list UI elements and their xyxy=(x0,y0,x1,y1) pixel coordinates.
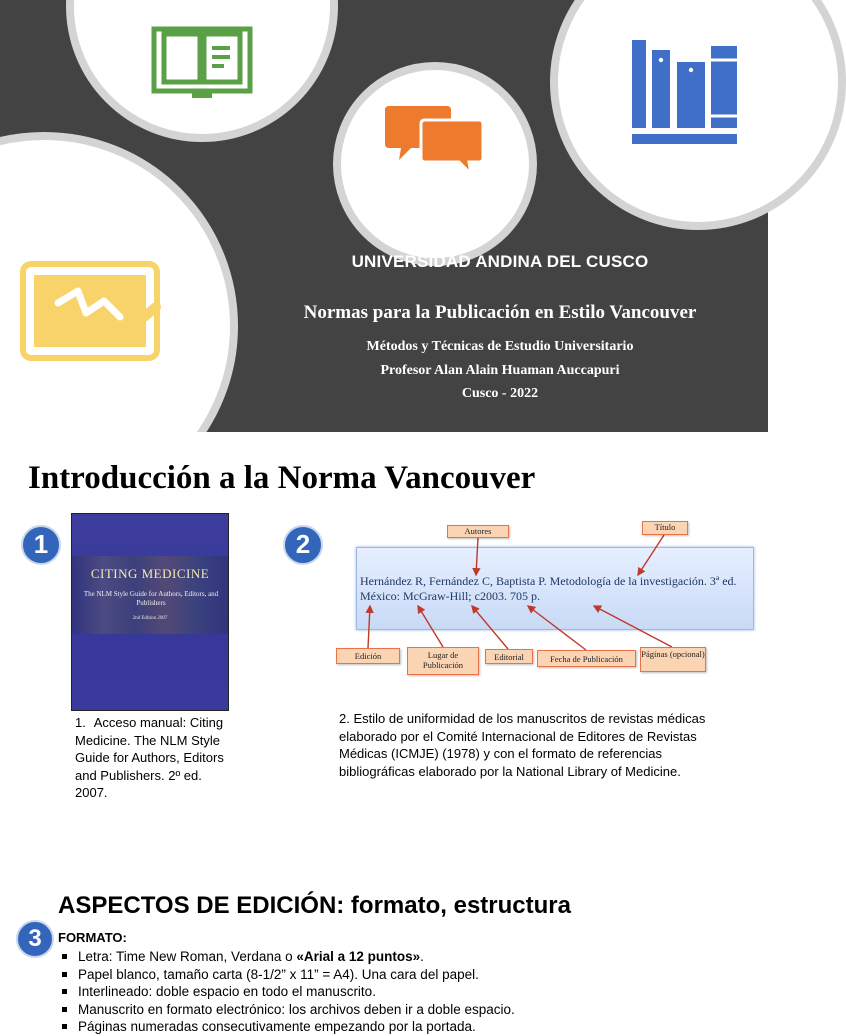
number-badge-2: 2 xyxy=(283,525,323,565)
edition-aspects-slide xyxy=(0,862,768,1034)
aspects-title: ASPECTOS DE EDICIÓN: formato, estructura xyxy=(58,892,571,919)
bullet-text: Manuscrito en formato electrónico: los archivos deben ir a doble espacio. xyxy=(78,1001,515,1017)
citing-medicine-cover xyxy=(71,513,229,711)
bullet-square-icon xyxy=(62,954,67,959)
list-item xyxy=(60,966,760,984)
format-bullet-list xyxy=(60,948,760,1036)
list-item xyxy=(60,948,760,966)
caption-1-text: Acceso manual: Citing Medicine. The NLM Style Guide for Authors, Editors and Publishers. 2º ed. 2007. xyxy=(75,715,224,800)
list-item xyxy=(60,1001,760,1019)
cover-edition: 2nd Edition 2007 xyxy=(132,616,168,621)
bookshelf-icon xyxy=(632,40,738,146)
list-item xyxy=(60,983,760,1001)
professor-name: Profesor Alan Alain Huaman Auccapuri xyxy=(380,363,620,378)
whiteboard-icon xyxy=(20,261,164,361)
cover-title: CITING MEDICINE xyxy=(90,566,210,581)
label-paginas: Páginas (opcional) xyxy=(640,647,706,672)
label-lugar-publicacion: Lugar de Publicación xyxy=(407,647,479,675)
bullet-text: Letra: Time New Roman, Verdana o xyxy=(78,949,297,964)
reference-example: Hernández R, Fernández C, Baptista P. Metodología de la investigación. 3ª ed. México: McGraw-Hill; c2003. 705 p. xyxy=(360,574,737,603)
bullet-text: Papel blanco, tamaño carta (8-1/2” x 11” = A4). Una cara del papel. xyxy=(78,966,479,982)
intro-title: Introducción a la Norma Vancouver xyxy=(28,460,536,496)
caption-1 xyxy=(75,714,235,802)
bullet-square-icon xyxy=(62,1024,67,1029)
bullet-square-icon xyxy=(62,972,67,977)
intro-slide xyxy=(0,432,768,862)
open-book-icon xyxy=(152,26,252,100)
label-edicion: Edición xyxy=(336,648,400,664)
bullet-bold-text: «Arial a 12 puntos» xyxy=(296,949,421,964)
caption-1-number: 1. xyxy=(75,715,86,730)
presentation-title: Normas para la Publicación en Estilo Vancouver xyxy=(303,302,697,323)
number-badge-1: 1 xyxy=(21,525,61,565)
label-editorial: Editorial xyxy=(485,649,533,664)
bullet-square-icon xyxy=(62,1007,67,1012)
bullet-text: Páginas numeradas consecutivamente empezando por la portada. xyxy=(78,1019,476,1034)
bullet-square-icon xyxy=(62,989,67,994)
caption-2: 2. Estilo de uniformidad de los manuscritos de revistas médicas elaborado por el Comité Internacional de Editores de Revistas Médicas (ICMJE) (1978) y con el formato de referencias bibliográficas elaborado por la National Library of Medicine. xyxy=(339,711,706,779)
label-autores: Autores xyxy=(447,525,509,538)
university-name: UNIVERSIDAD ANDINA DEL CUSCO xyxy=(351,252,649,271)
bullet-suffix: . xyxy=(420,949,424,964)
chat-bubbles-icon xyxy=(385,104,485,176)
label-titulo: Título xyxy=(642,521,688,535)
course-name: Métodos y Técnicas de Estudio Universitario xyxy=(366,339,634,354)
list-item xyxy=(60,1018,760,1036)
bullet-text: Interlineado: doble espacio en todo el manuscrito. xyxy=(78,984,376,999)
cover-subtitle: The NLM Style Guide for Authors, Editors, and Publishers xyxy=(83,590,219,607)
formato-label: FORMATO: xyxy=(58,930,127,945)
title-slide xyxy=(0,0,768,432)
place-year: Cusco - 2022 xyxy=(461,386,539,401)
label-fecha-publicacion: Fecha de Publicación xyxy=(537,650,636,667)
number-badge-3: 3 xyxy=(16,920,54,958)
